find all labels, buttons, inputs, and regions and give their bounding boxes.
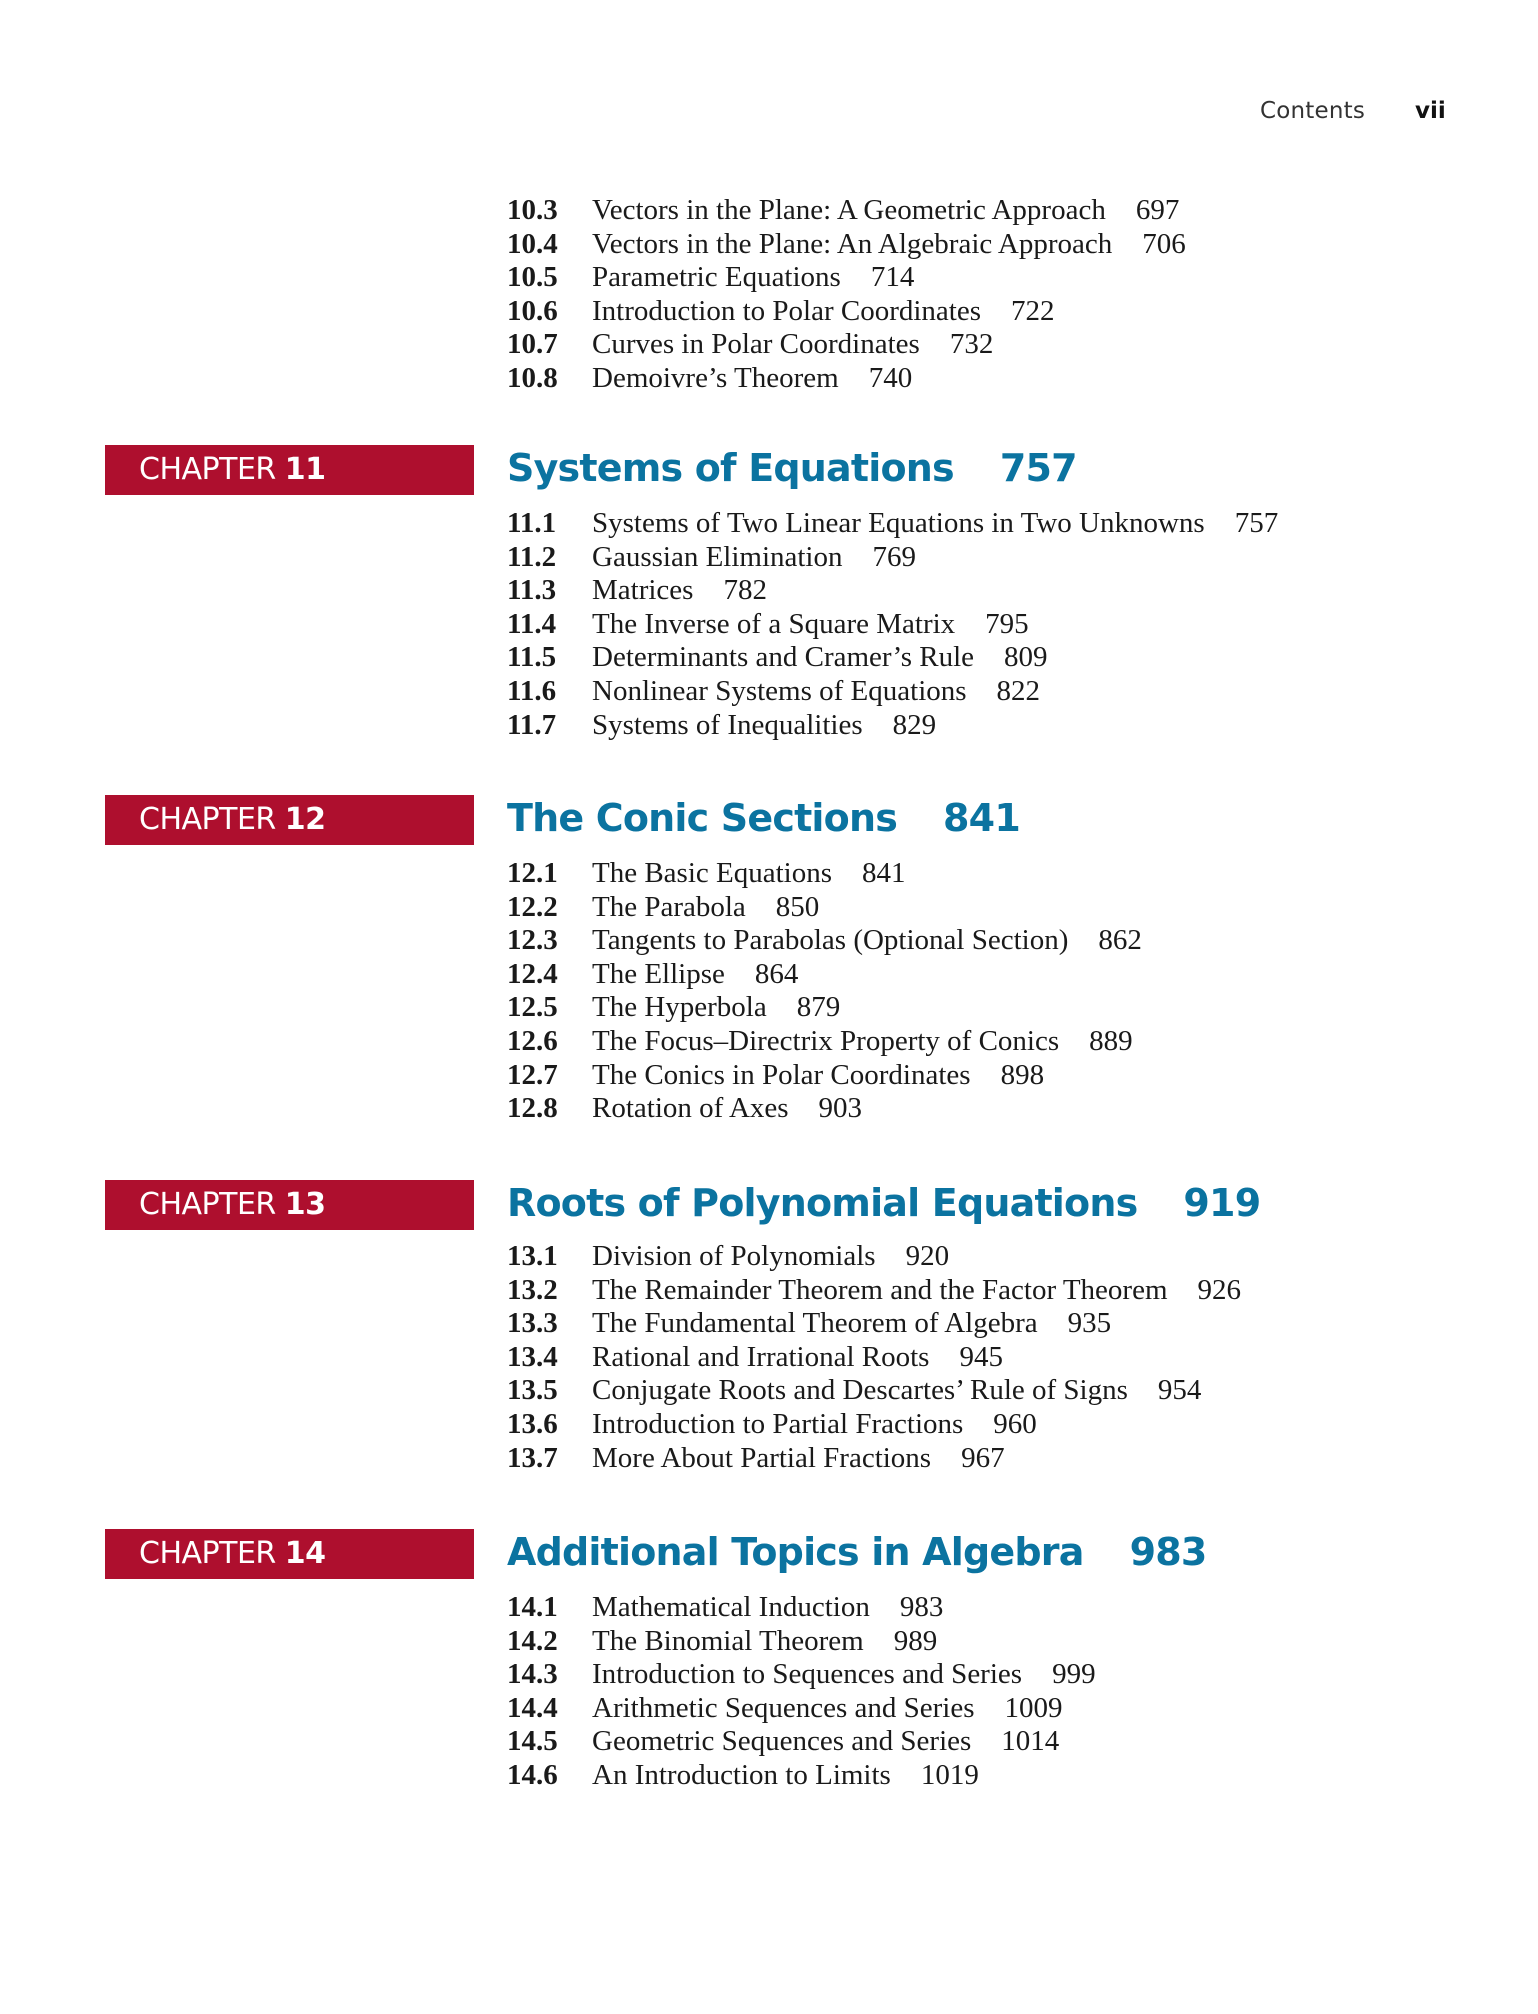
section-page: 809	[1004, 641, 1048, 674]
section-number: 11.2	[507, 540, 557, 573]
section-title: Vectors in the Plane: A Geometric Approach	[592, 194, 1106, 226]
section-number: 10.5	[507, 261, 558, 294]
section-number: 11.1	[507, 507, 557, 539]
section-title: The Remainder Theorem and the Factor Theorem	[592, 1273, 1168, 1306]
section-title: Parametric Equations	[592, 261, 841, 294]
chapter-number: 11	[284, 452, 326, 487]
section-page: 706	[1142, 227, 1186, 260]
section-title: The Binomial Theorem	[592, 1624, 864, 1657]
chapter-heading-12[interactable]	[507, 793, 1020, 843]
section-title: Nonlinear Systems of Equations	[592, 674, 967, 707]
section-title: Mathematical Induction	[592, 1591, 870, 1623]
section-title: The Basic Equations	[592, 857, 833, 889]
running-head	[1260, 98, 1446, 124]
section-number: 14.1	[507, 1591, 558, 1623]
section-number: 14.5	[507, 1725, 558, 1758]
chapter-page: 757	[999, 446, 1077, 490]
section-page: 841	[862, 857, 906, 889]
chapter-title: The Conic Sections	[507, 796, 898, 840]
section-title: Matrices	[592, 574, 694, 607]
section-title: Systems of Two Linear Equations in Two Unknowns	[592, 507, 1205, 539]
section-number: 12.1	[507, 857, 558, 889]
running-head-title: Contents	[1260, 98, 1366, 124]
section-number: 10.6	[507, 294, 558, 327]
section-page: 864	[754, 957, 799, 990]
section-title: The Parabola	[592, 890, 746, 923]
chapter-title: Additional Topics in Algebra	[507, 1530, 1084, 1574]
chapter-heading-13[interactable]	[507, 1178, 1260, 1228]
chapter-title: Systems of Equations	[507, 446, 954, 490]
section-page: 879	[796, 991, 841, 1024]
chapter-label-12	[105, 795, 474, 845]
section-page: 740	[868, 361, 913, 394]
section-page: 714	[870, 261, 915, 294]
chapter-number: 12	[284, 802, 326, 837]
section-number: 12.4	[507, 957, 558, 990]
chapter-number: 14	[284, 1536, 326, 1571]
section-number: 13.7	[507, 1441, 558, 1474]
section-number: 12.3	[507, 924, 558, 957]
section-number: 10.7	[507, 328, 558, 361]
section-title: The Fundamental Theorem of Algebra	[592, 1307, 1038, 1340]
section-number: 11.3	[507, 574, 557, 607]
section-page: 1019	[920, 1758, 979, 1791]
section-title: Gaussian Elimination	[592, 540, 843, 573]
section-title: Determinants and Cramer’s Rule	[592, 641, 974, 674]
section-page: 769	[872, 540, 916, 573]
section-page: 722	[1011, 294, 1055, 327]
section-page: 960	[993, 1407, 1037, 1440]
section-page: 898	[1000, 1058, 1045, 1091]
section-title: Curves in Polar Coordinates	[592, 328, 920, 361]
section-number: 14.3	[507, 1658, 558, 1691]
section-title: The Inverse of a Square Matrix	[592, 607, 956, 640]
section-number: 14.2	[507, 1624, 558, 1657]
section-title: Introduction to Sequences and Series	[592, 1658, 1023, 1691]
section-number: 10.3	[507, 194, 558, 226]
section-title: Geometric Sequences and Series	[592, 1725, 972, 1758]
chapter-label-text: CHAPTER	[139, 1187, 276, 1222]
chapter-number: 13	[284, 1187, 326, 1222]
section-page: 862	[1098, 924, 1142, 957]
section-number: 13.2	[507, 1273, 558, 1306]
section-number: 12.7	[507, 1058, 558, 1091]
section-page: 889	[1089, 1024, 1133, 1057]
section-page: 732	[949, 328, 994, 361]
section-page: 983	[899, 1591, 944, 1623]
section-number: 11.7	[507, 708, 557, 741]
section-page: 850	[775, 890, 820, 923]
chapter-label-text: CHAPTER	[139, 802, 276, 837]
section-title: Tangents to Parabolas (Optional Section)	[592, 924, 1069, 957]
chapter-page: 919	[1183, 1181, 1261, 1225]
section-page: 829	[892, 708, 937, 741]
section-title: The Hyperbola	[592, 991, 767, 1024]
section-number: 10.4	[507, 227, 558, 260]
section-title: Introduction to Partial Fractions	[592, 1407, 964, 1440]
section-page: 822	[996, 674, 1041, 707]
chapter-label-text: CHAPTER	[139, 1536, 276, 1571]
section-number: 13.1	[507, 1240, 558, 1272]
section-number: 12.5	[507, 991, 558, 1024]
chapter-label-14	[105, 1529, 474, 1579]
section-page: 920	[905, 1240, 950, 1272]
section-number: 13.6	[507, 1407, 558, 1440]
section-title: Vectors in the Plane: An Algebraic Approach	[592, 227, 1113, 260]
chapter-page: 983	[1129, 1530, 1207, 1574]
section-page: 697	[1135, 194, 1180, 226]
section-page: 782	[723, 574, 767, 607]
section-number: 12.6	[507, 1024, 558, 1057]
section-title: Division of Polynomials	[592, 1240, 876, 1272]
section-page: 1014	[1001, 1725, 1060, 1758]
section-title: Rational and Irrational Roots	[592, 1340, 930, 1373]
section-page: 967	[961, 1441, 1005, 1474]
section-title: The Focus–Directrix Property of Conics	[592, 1024, 1060, 1057]
section-page: 903	[818, 1092, 863, 1125]
section-title: More About Partial Fractions	[592, 1441, 932, 1474]
section-title: Introduction to Polar Coordinates	[592, 294, 982, 327]
section-number: 10.8	[507, 361, 558, 394]
section-title: Demoivre’s Theorem	[592, 361, 839, 394]
section-page: 999	[1052, 1658, 1096, 1691]
chapter-heading-14[interactable]	[507, 1527, 1207, 1577]
page-number: vii	[1415, 98, 1446, 124]
section-page: 926	[1197, 1273, 1241, 1306]
section-number: 13.4	[507, 1340, 558, 1373]
section-number: 13.5	[507, 1374, 558, 1407]
section-title: An Introduction to Limits	[592, 1758, 891, 1791]
section-number: 14.6	[507, 1758, 558, 1791]
section-number: 14.4	[507, 1691, 558, 1724]
section-title: The Conics in Polar Coordinates	[592, 1058, 971, 1091]
section-title: Conjugate Roots and Descartes’ Rule of Signs	[592, 1374, 1128, 1407]
chapter-title: Roots of Polynomial Equations	[507, 1181, 1138, 1225]
section-page: 1009	[1004, 1691, 1063, 1724]
section-title: The Ellipse	[592, 957, 725, 990]
chapter-heading-11[interactable]	[507, 443, 1077, 493]
section-number: 12.8	[507, 1092, 558, 1125]
chapter-label-11	[105, 445, 474, 495]
section-page: 945	[959, 1340, 1003, 1373]
section-number: 11.6	[507, 674, 557, 707]
section-title: Systems of Inequalities	[592, 708, 863, 741]
section-page: 935	[1067, 1307, 1112, 1340]
section-number: 11.4	[507, 607, 557, 640]
section-page: 989	[893, 1624, 938, 1657]
section-number: 11.5	[507, 641, 557, 674]
section-number: 13.3	[507, 1307, 558, 1340]
section-title: Arithmetic Sequences and Series	[592, 1691, 975, 1724]
section-title: Rotation of Axes	[592, 1092, 789, 1125]
section-number: 12.2	[507, 890, 558, 923]
section-page: 795	[985, 607, 1029, 640]
chapter-label-13	[105, 1180, 474, 1230]
section-page: 757	[1234, 507, 1279, 539]
chapter-page: 841	[943, 796, 1020, 840]
section-page: 954	[1157, 1374, 1202, 1407]
chapter-label-text: CHAPTER	[139, 452, 276, 487]
